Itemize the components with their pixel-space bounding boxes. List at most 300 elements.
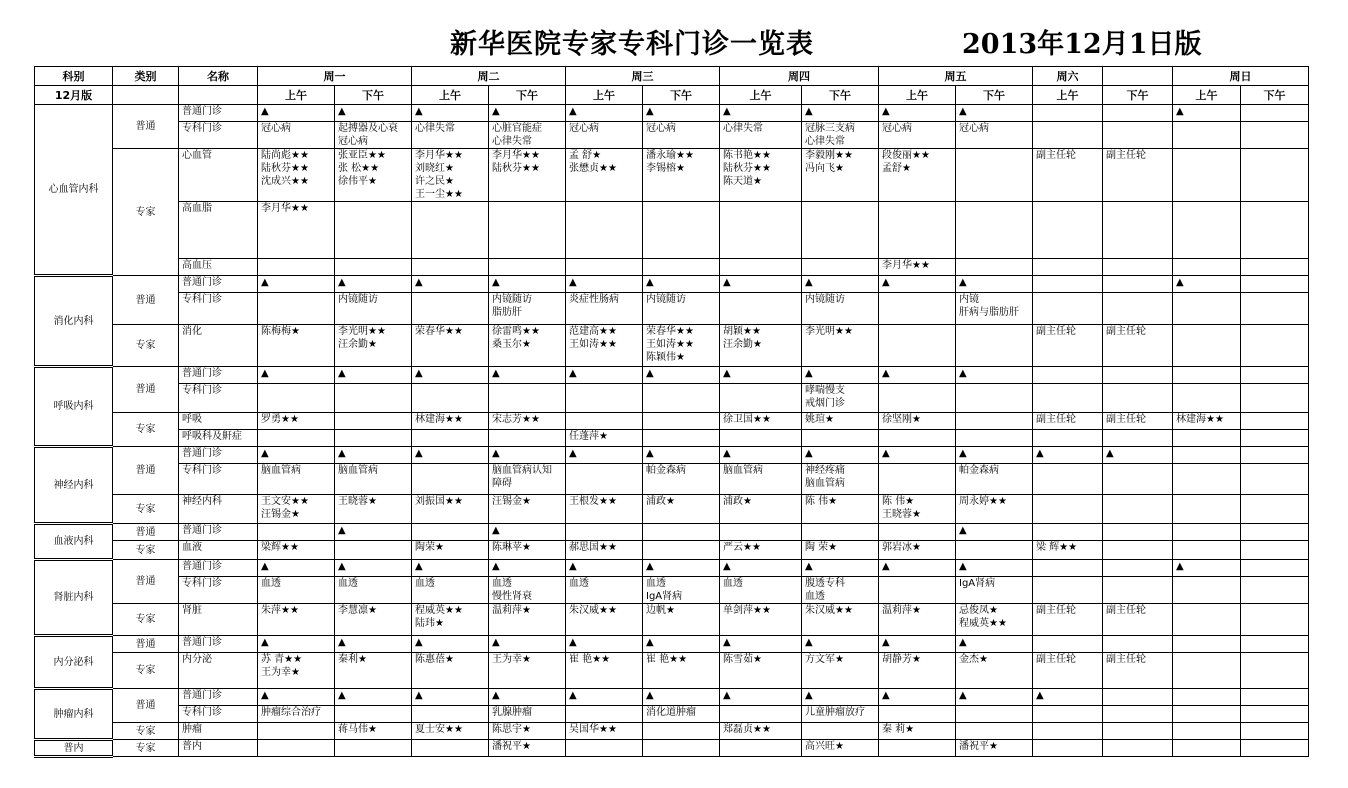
schedule-cell <box>335 413 412 430</box>
schedule-cell: ▲ <box>566 636 643 653</box>
schedule-cell: 陈雪茹★ <box>720 653 802 689</box>
table-row <box>35 636 1309 653</box>
clinic-name-cell: 专科门诊 <box>179 577 258 604</box>
schedule-cell: 段俊丽★★ 孟舒★ <box>879 149 956 202</box>
schedule-cell <box>1103 384 1173 413</box>
schedule-cell: 郝思国★★ <box>566 541 643 560</box>
table-row <box>35 293 1309 325</box>
schedule-cell: 副主任轮 <box>1033 653 1103 689</box>
schedule-cell: ▲ <box>412 276 489 293</box>
clinic-name-cell: 消化 <box>179 325 258 367</box>
schedule-cell: ▲ <box>335 689 412 706</box>
schedule-cell: ▲ <box>802 367 879 384</box>
schedule-cell: ▲ <box>412 367 489 384</box>
schedule-cell: 李光明★★ <box>802 325 879 367</box>
schedule-cell: ▲ <box>258 689 335 706</box>
schedule-cell: 陈思宇★ <box>489 723 566 740</box>
schedule-cell: 陈 伟★ 王晓蓉★ <box>879 495 956 524</box>
category-cell: 专家 <box>113 604 179 636</box>
schedule-cell <box>1173 325 1241 367</box>
schedule-cell: 冠心病 <box>566 122 643 149</box>
schedule-cell <box>1033 495 1103 524</box>
schedule-cell: 陆尚彪★★ 陆秋芬★★ 沈成兴★★ <box>258 149 335 202</box>
schedule-cell: ▲ <box>879 276 956 293</box>
schedule-cell <box>802 430 879 447</box>
clinic-name-cell: 普通门诊 <box>179 276 258 293</box>
schedule-cell <box>1173 384 1241 413</box>
header-pm: 下午 <box>1241 86 1309 105</box>
schedule-cell <box>1241 653 1309 689</box>
schedule-cell: ▲ <box>489 524 566 541</box>
schedule-cell <box>566 524 643 541</box>
schedule-cell: ▲ <box>643 276 720 293</box>
category-cell: 专家 <box>113 495 179 524</box>
schedule-cell <box>412 293 489 325</box>
schedule-cell: 冠心病 <box>643 122 720 149</box>
header-row-halfday <box>35 86 1309 105</box>
schedule-cell: 王晓蓉★ <box>335 495 412 524</box>
schedule-cell <box>258 259 335 276</box>
schedule-cell <box>258 293 335 325</box>
table-row <box>35 276 1309 293</box>
header-am: 上午 <box>1033 86 1103 105</box>
schedule-cell <box>258 384 335 413</box>
schedule-cell <box>1173 259 1241 276</box>
category-cell: 专家 <box>113 740 179 757</box>
schedule-cell: 消化道肿瘤 <box>643 706 720 723</box>
schedule-cell <box>1103 541 1173 560</box>
schedule-cell <box>879 430 956 447</box>
schedule-cell: 潘永瑜★★ 李锡榕★ <box>643 149 720 202</box>
schedule-cell: 副主任轮 <box>1103 149 1173 202</box>
schedule-cell <box>1241 740 1309 757</box>
header-pm: 下午 <box>956 86 1033 105</box>
clinic-name-cell: 普通门诊 <box>179 560 258 577</box>
table-row <box>35 413 1309 430</box>
schedule-cell <box>489 430 566 447</box>
schedule-cell: 帕金森病 <box>956 464 1033 495</box>
edition-date: 2013年12月1日版 <box>962 29 1202 60</box>
schedule-cell <box>956 706 1033 723</box>
schedule-cell: ▲ <box>335 276 412 293</box>
clinic-name-cell: 专科门诊 <box>179 384 258 413</box>
schedule-cell: 冠心病 <box>956 122 1033 149</box>
schedule-cell: ▲ <box>566 447 643 464</box>
schedule-cell: 陈书艳★★ 陆秋芬★★ 陈天道★ <box>720 149 802 202</box>
schedule-cell <box>566 740 643 757</box>
schedule-cell <box>1173 122 1241 149</box>
schedule-cell <box>1173 293 1241 325</box>
schedule-cell <box>412 740 489 757</box>
clinic-name-cell: 肿瘤 <box>179 723 258 740</box>
table-row <box>35 105 1309 122</box>
schedule-cell <box>335 541 412 560</box>
schedule-cell: ▲ <box>643 689 720 706</box>
schedule-cell: ▲ <box>258 636 335 653</box>
schedule-cell <box>1103 689 1173 706</box>
schedule-cell: ▲ <box>1173 105 1241 122</box>
schedule-cell <box>335 740 412 757</box>
schedule-cell <box>1103 495 1173 524</box>
schedule-cell: 神经疼痛 脑血管病 <box>802 464 879 495</box>
schedule-cell: ▲ <box>802 105 879 122</box>
schedule-cell: 胡颖★★ 汪余勤★ <box>720 325 802 367</box>
schedule-cell: ▲ <box>566 689 643 706</box>
schedule-cell <box>720 259 802 276</box>
schedule-cell: 李月华★★ 刘晓红★ 许之民★ 王一尘★★ <box>412 149 489 202</box>
clinic-name-cell: 普通门诊 <box>179 367 258 384</box>
category-cell: 专家 <box>113 541 179 560</box>
schedule-cell <box>1241 604 1309 636</box>
header-day-fri: 周五 <box>879 67 1033 86</box>
schedule-cell <box>879 384 956 413</box>
schedule-cell <box>258 740 335 757</box>
clinic-name-cell: 肾脏 <box>179 604 258 636</box>
schedule-cell: ▲ <box>720 689 802 706</box>
schedule-cell: 心律失常 <box>412 122 489 149</box>
schedule-cell: 林建海★★ <box>1173 413 1241 430</box>
header-am: 上午 <box>412 86 489 105</box>
schedule-cell: 林建海★★ <box>412 413 489 430</box>
category-cell: 普通 <box>113 447 179 495</box>
schedule-cell <box>1103 636 1173 653</box>
schedule-cell: 浦政★ <box>720 495 802 524</box>
schedule-cell: ▲ <box>956 367 1033 384</box>
schedule-cell <box>1241 524 1309 541</box>
schedule-cell: ▲ <box>258 367 335 384</box>
header-am: 上午 <box>258 86 335 105</box>
table-row <box>35 122 1309 149</box>
schedule-cell: 血透 慢性肾衰 <box>489 577 566 604</box>
schedule-cell <box>956 259 1033 276</box>
category-cell: 普通 <box>113 636 179 653</box>
header-pm: 下午 <box>335 86 412 105</box>
schedule-cell <box>1033 122 1103 149</box>
schedule-cell: 帕金森病 <box>643 464 720 495</box>
table-row <box>35 560 1309 577</box>
schedule-cell: 陈惠蓓★ <box>412 653 489 689</box>
clinic-name-cell: 内分泌 <box>179 653 258 689</box>
table-row <box>35 325 1309 367</box>
header-pm: 下午 <box>489 86 566 105</box>
schedule-cell: 荣春华★★ <box>412 325 489 367</box>
category-cell: 专家 <box>113 413 179 447</box>
schedule-cell: ▲ <box>1033 689 1103 706</box>
header-day-tue: 周二 <box>412 67 566 86</box>
schedule-cell: ▲ <box>258 276 335 293</box>
schedule-cell <box>566 384 643 413</box>
schedule-cell: 浦政★ <box>643 495 720 524</box>
schedule-cell: 边帆★ <box>643 604 720 636</box>
schedule-cell <box>412 706 489 723</box>
schedule-cell <box>335 384 412 413</box>
schedule-cell: 副主任轮 <box>1103 325 1173 367</box>
schedule-cell <box>335 430 412 447</box>
schedule-cell <box>1241 259 1309 276</box>
schedule-cell <box>1241 706 1309 723</box>
schedule-cell: 血透 <box>335 577 412 604</box>
schedule-cell <box>1173 541 1241 560</box>
schedule-cell: 张亚臣★★ 张 松★★ 徐伟平★ <box>335 149 412 202</box>
schedule-cell <box>643 413 720 430</box>
header-day-sun: 周日 <box>1173 67 1309 86</box>
table-row <box>35 689 1309 706</box>
schedule-cell <box>1173 430 1241 447</box>
schedule-cell <box>1033 524 1103 541</box>
schedule-cell <box>802 723 879 740</box>
schedule-cell <box>1103 560 1173 577</box>
schedule-cell <box>1173 740 1241 757</box>
department-cell: 血液内科 <box>35 524 113 560</box>
schedule-cell: 王文安★★ 汪锡金★ <box>258 495 335 524</box>
schedule-cell <box>879 524 956 541</box>
table-row <box>35 202 1309 259</box>
header-am: 上午 <box>879 86 956 105</box>
schedule-cell: 副主任轮 <box>1103 653 1173 689</box>
schedule-cell: ▲ <box>335 367 412 384</box>
schedule-cell: 金杰★ <box>956 653 1033 689</box>
schedule-cell: 潘祝平★ <box>489 740 566 757</box>
schedule-cell <box>1033 464 1103 495</box>
schedule-cell <box>956 541 1033 560</box>
header-dept: 科别 <box>35 67 113 86</box>
schedule-cell <box>1173 689 1241 706</box>
schedule-cell <box>956 202 1033 259</box>
clinic-name-cell: 专科门诊 <box>179 293 258 325</box>
schedule-cell <box>1173 464 1241 495</box>
clinic-name-cell: 高血压 <box>179 259 258 276</box>
header-name: 名称 <box>179 67 258 86</box>
schedule-cell <box>879 464 956 495</box>
schedule-cell: 崔 艳★★ <box>643 653 720 689</box>
schedule-cell: ▲ <box>956 105 1033 122</box>
schedule-cell <box>1173 577 1241 604</box>
schedule-cell: 李月华★★ 陆秋芬★★ <box>489 149 566 202</box>
schedule-cell: ▲ <box>956 276 1033 293</box>
header-am: 上午 <box>1173 86 1241 105</box>
schedule-cell: 朱汉威★★ <box>802 604 879 636</box>
schedule-cell <box>956 430 1033 447</box>
schedule-cell <box>1103 259 1173 276</box>
table-row <box>35 604 1309 636</box>
table-row <box>35 740 1309 757</box>
schedule-cell: ▲ <box>1103 447 1173 464</box>
schedule-cell <box>1103 276 1173 293</box>
schedule-cell <box>1103 464 1173 495</box>
schedule-cell: ▲ <box>566 560 643 577</box>
schedule-cell <box>258 723 335 740</box>
schedule-cell: 陈琳苹★ <box>489 541 566 560</box>
clinic-name-cell: 专科门诊 <box>179 464 258 495</box>
schedule-cell <box>489 202 566 259</box>
schedule-cell: 李毅刚★★ 冯向飞★ <box>802 149 879 202</box>
schedule-cell: 内镜随访 <box>335 293 412 325</box>
schedule-cell <box>1173 495 1241 524</box>
clinic-name-cell: 高血脂 <box>179 202 258 259</box>
schedule-cell <box>720 430 802 447</box>
schedule-cell: 梁 辉★★ <box>1033 541 1103 560</box>
schedule-cell: 李月华★★ <box>879 259 956 276</box>
schedule-cell <box>1173 202 1241 259</box>
schedule-cell <box>1241 447 1309 464</box>
clinic-schedule-table <box>34 66 1309 758</box>
schedule-cell <box>1241 202 1309 259</box>
schedule-cell: 血透 <box>566 577 643 604</box>
schedule-cell <box>1103 293 1173 325</box>
schedule-cell <box>1241 464 1309 495</box>
schedule-cell <box>412 464 489 495</box>
schedule-cell <box>643 384 720 413</box>
schedule-cell: ▲ <box>643 447 720 464</box>
schedule-cell <box>802 524 879 541</box>
schedule-cell: ▲ <box>802 636 879 653</box>
category-cell: 普通 <box>113 560 179 604</box>
schedule-cell <box>720 740 802 757</box>
schedule-cell: 脑血管病 <box>335 464 412 495</box>
category-cell: 普通 <box>113 276 179 325</box>
schedule-body <box>35 105 1309 757</box>
schedule-cell <box>720 202 802 259</box>
schedule-cell <box>1033 577 1103 604</box>
schedule-cell <box>566 706 643 723</box>
schedule-cell: 姚瑄★ <box>802 413 879 430</box>
schedule-cell: 任蓬萍★ <box>566 430 643 447</box>
schedule-cell <box>412 202 489 259</box>
schedule-cell <box>258 430 335 447</box>
schedule-cell: 秦利★ <box>335 653 412 689</box>
schedule-cell: ▲ <box>720 560 802 577</box>
schedule-cell <box>1173 367 1241 384</box>
schedule-cell: 脑血管病认知 障碍 <box>489 464 566 495</box>
schedule-cell <box>1241 560 1309 577</box>
schedule-cell: ▲ <box>412 636 489 653</box>
schedule-cell: ▲ <box>566 367 643 384</box>
schedule-cell: 血透 <box>720 577 802 604</box>
header-blank <box>179 86 258 105</box>
schedule-cell <box>1241 430 1309 447</box>
schedule-cell: 朱汉威★★ <box>566 604 643 636</box>
schedule-cell: 副主任轮 <box>1033 604 1103 636</box>
schedule-cell <box>335 202 412 259</box>
schedule-cell: ▲ <box>879 447 956 464</box>
schedule-cell: IgA肾病 <box>956 577 1033 604</box>
schedule-cell: ▲ <box>489 636 566 653</box>
schedule-cell <box>1103 740 1173 757</box>
schedule-cell <box>643 259 720 276</box>
schedule-cell: 陈 伟★ <box>802 495 879 524</box>
schedule-cell <box>1241 636 1309 653</box>
schedule-cell <box>956 384 1033 413</box>
schedule-cell: 夏士安★★ <box>412 723 489 740</box>
schedule-cell <box>1241 577 1309 604</box>
category-cell: 专家 <box>113 723 179 740</box>
schedule-cell <box>1173 149 1241 202</box>
department-cell: 神经内科 <box>35 447 113 524</box>
schedule-cell <box>1033 636 1103 653</box>
schedule-cell <box>1103 706 1173 723</box>
schedule-cell <box>1103 577 1173 604</box>
schedule-cell: 脑血管病 <box>720 464 802 495</box>
schedule-cell: ▲ <box>258 560 335 577</box>
schedule-cell: ▲ <box>720 367 802 384</box>
schedule-cell: ▲ <box>258 105 335 122</box>
schedule-cell <box>956 723 1033 740</box>
table-row <box>35 259 1309 276</box>
table-row <box>35 430 1309 447</box>
schedule-cell: 秦 莉★ <box>879 723 956 740</box>
schedule-cell <box>1033 367 1103 384</box>
schedule-cell: 内镜随访 <box>802 293 879 325</box>
schedule-cell <box>1241 367 1309 384</box>
schedule-cell: 陶荣★ <box>412 541 489 560</box>
schedule-cell: 肿瘤综合治疗 <box>258 706 335 723</box>
schedule-cell: ▲ <box>720 276 802 293</box>
schedule-cell: 温莉萍★ <box>489 604 566 636</box>
clinic-name-cell: 呼吸 <box>179 413 258 430</box>
schedule-cell: 单剑萍★★ <box>720 604 802 636</box>
header-pm: 下午 <box>643 86 720 105</box>
category-cell: 普通 <box>113 105 179 149</box>
schedule-cell: ▲ <box>566 276 643 293</box>
schedule-cell <box>1033 560 1103 577</box>
schedule-cell: ▲ <box>489 105 566 122</box>
schedule-cell <box>1103 122 1173 149</box>
schedule-cell: ▲ <box>802 560 879 577</box>
schedule-cell <box>1033 430 1103 447</box>
schedule-cell: 儿童肿瘤放疗 <box>802 706 879 723</box>
schedule-cell <box>1033 723 1103 740</box>
page-title: 新华医院专家专科门诊一览表 <box>450 29 814 60</box>
schedule-cell <box>720 384 802 413</box>
header-pm: 下午 <box>1103 86 1173 105</box>
header-day-wed: 周三 <box>566 67 720 86</box>
clinic-name-cell: 普通门诊 <box>179 689 258 706</box>
clinic-name-cell: 普通门诊 <box>179 524 258 541</box>
schedule-cell <box>956 413 1033 430</box>
schedule-cell: ▲ <box>258 447 335 464</box>
clinic-name-cell: 呼吸科及鼾症 <box>179 430 258 447</box>
schedule-cell <box>1033 276 1103 293</box>
schedule-cell: 陶 荣★ <box>802 541 879 560</box>
schedule-cell <box>720 293 802 325</box>
schedule-cell <box>1033 259 1103 276</box>
schedule-cell: 李光明★★ 汪余勤★ <box>335 325 412 367</box>
schedule-cell <box>335 706 412 723</box>
schedule-cell <box>1173 447 1241 464</box>
schedule-cell <box>1241 276 1309 293</box>
schedule-cell: 李慧凛★ <box>335 604 412 636</box>
schedule-cell: 副主任轮 <box>1033 149 1103 202</box>
category-cell: 普通 <box>113 524 179 541</box>
schedule-cell: 李月华★★ <box>258 202 335 259</box>
schedule-cell: 内镜 肝病与脂肪肝 <box>956 293 1033 325</box>
schedule-cell: ▲ <box>802 689 879 706</box>
table-row <box>35 524 1309 541</box>
schedule-cell <box>1033 706 1103 723</box>
schedule-cell: 孟 舒★ 张懋贞★★ <box>566 149 643 202</box>
clinic-name-cell: 普内 <box>179 740 258 757</box>
schedule-cell: ▲ <box>412 447 489 464</box>
schedule-cell: ▲ <box>956 636 1033 653</box>
department-cell: 普内 <box>35 740 113 757</box>
category-cell: 专家 <box>113 653 179 689</box>
clinic-name-cell: 普通门诊 <box>179 636 258 653</box>
schedule-cell: 郭岩冰★ <box>879 541 956 560</box>
table-row <box>35 541 1309 560</box>
schedule-cell <box>643 740 720 757</box>
schedule-cell: ▲ <box>412 689 489 706</box>
schedule-cell <box>1241 325 1309 367</box>
